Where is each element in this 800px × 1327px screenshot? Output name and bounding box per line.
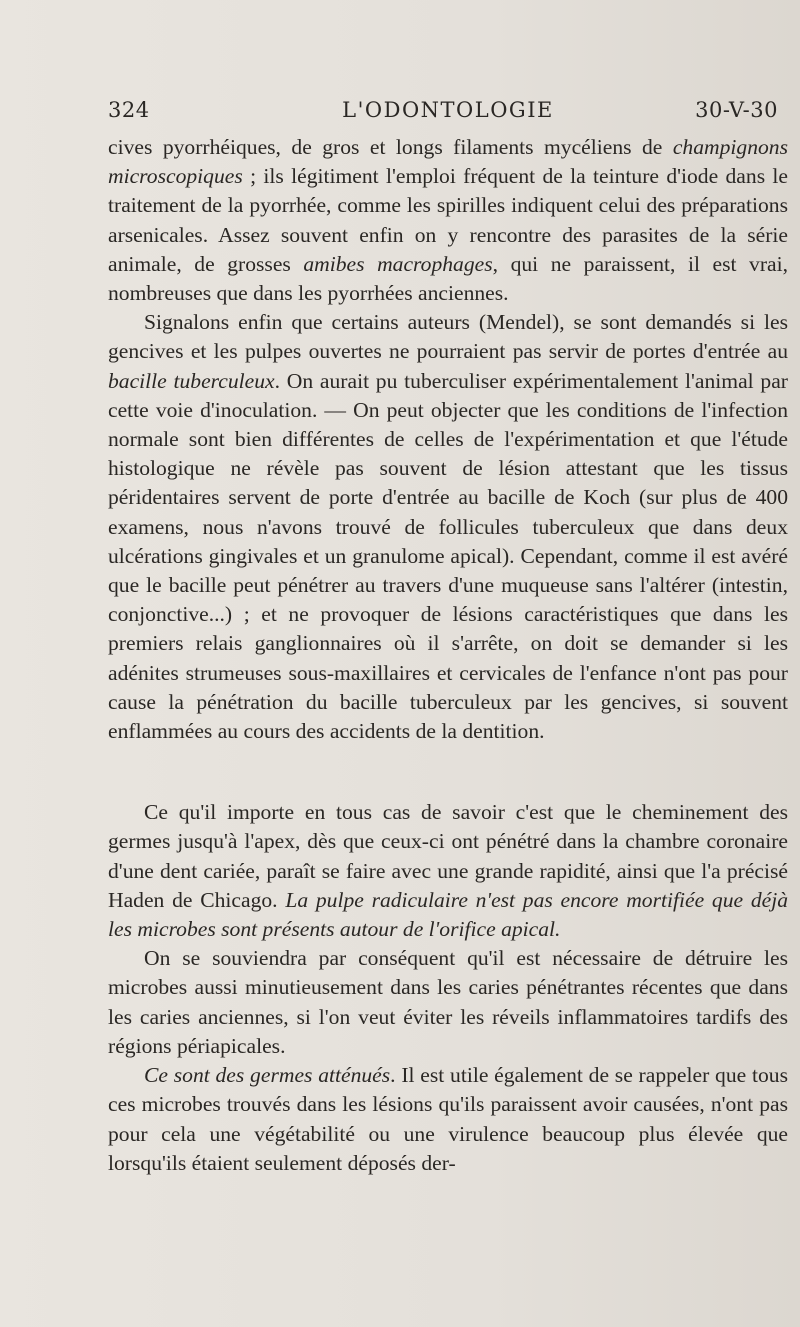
italic-text: champignons microscopiques — [108, 135, 788, 189]
text-run: . On aurait pu tuberculiser expérimentalement l'animal par cette voie d'inoculation. — On peut objecter que les conditions de l'infection normale sont bien différentes de celles de l'expérimentation et que l'étude histologique ne révèle pas souvent de lésion attestant que les tissus péridentaires servent de porte d'entrée au bacille de Koch (sur plus de 400 examens, nous n'avons trouvé de follicules tuberculeux que dans deux ulcérations gingivales et un granulome apical). Cependant, comme il est avéré que le bacille peut pénétrer au travers d'une muqueuse sans l'altérer (intestin, conjonctive...) ; et ne provoquer de lésions caractéristiques que dans les premiers relais ganglionnaires où il s'arrête, on doit se demander si les adénites strumeuses sous-maxillaires et cervicales de l'enfance n'ont pas pour cause la pénétration du bacille tuberculeux par les gencives, si souvent enflammées au cours des accidents de la dentition. — [108, 368, 788, 744]
running-header — [108, 98, 788, 128]
issue-date: 30-V-30 — [695, 98, 778, 122]
italic-text: Ce sont des germes atténués — [144, 1063, 391, 1088]
section-gap — [108, 746, 788, 798]
italic-text: La pulpe radiculaire n'est pas encore mortifiée que déjà les microbes sont présents autour de l'orifice apical. — [108, 887, 788, 942]
text-run: . Il est utile également de se rappeler que tous ces microbes trouvés dans les lésions qu'ils paraissent avoir causées, n'ont pas pour cela une végétabilité ou une virulence beaucoup plus élevée que lorsqu'ils étaient seulement déposés der- — [108, 1063, 788, 1175]
text-run: ; ils légitiment l'emploi fréquent de la teinture d'iode dans le traitement de la pyorrhée, comme les spirilles indiquent celui des préparations arsenicales. Assez souvent enfin on y rencontre des parasites de la série animale, de grosses — [108, 164, 788, 276]
text-run: cives pyorrhéiques, de gros et longs filaments mycéliens de — [108, 135, 673, 159]
journal-title: L'ODONTOLOGIE — [342, 98, 554, 122]
text-run: Ce qu'il importe en tous cas de savoir c'est que le cheminement des germes jusqu'à l'apex, dès que ceux-ci ont pénétré dans la chambre coronaire d'une dent cariée, paraît se faire avec une grande rapidité, ainsi que l'a précisé Haden de Chicago. — [108, 800, 788, 912]
paragraph — [108, 1061, 788, 1178]
text-run: Signalons enfin que certains auteurs (Mendel), se sont demandés si les gencives et les pulpes ouvertes ne pourraient pas servir de portes d'entrée au — [108, 310, 788, 364]
page-number: 324 — [108, 98, 150, 122]
italic-text: bacille tuberculeux — [108, 368, 275, 393]
text-run: On se souviendra par conséquent qu'il est nécessaire de détruire les microbes aussi minutieusement dans les caries pénétrantes récentes que dans les caries anciennes, si l'on veut éviter les réveils inflammatoires tardifs des régions périapicales. — [108, 946, 788, 1058]
body-text — [108, 133, 788, 1178]
italic-text: amibes macrophages — [303, 251, 493, 276]
paragraph — [108, 944, 788, 1061]
text-run: , qui ne paraissent, il est vrai, nombreuses que dans les pyorrhées anciennes. — [108, 251, 789, 306]
paragraph — [108, 798, 788, 944]
paragraph — [108, 133, 788, 308]
paragraph — [108, 308, 788, 746]
